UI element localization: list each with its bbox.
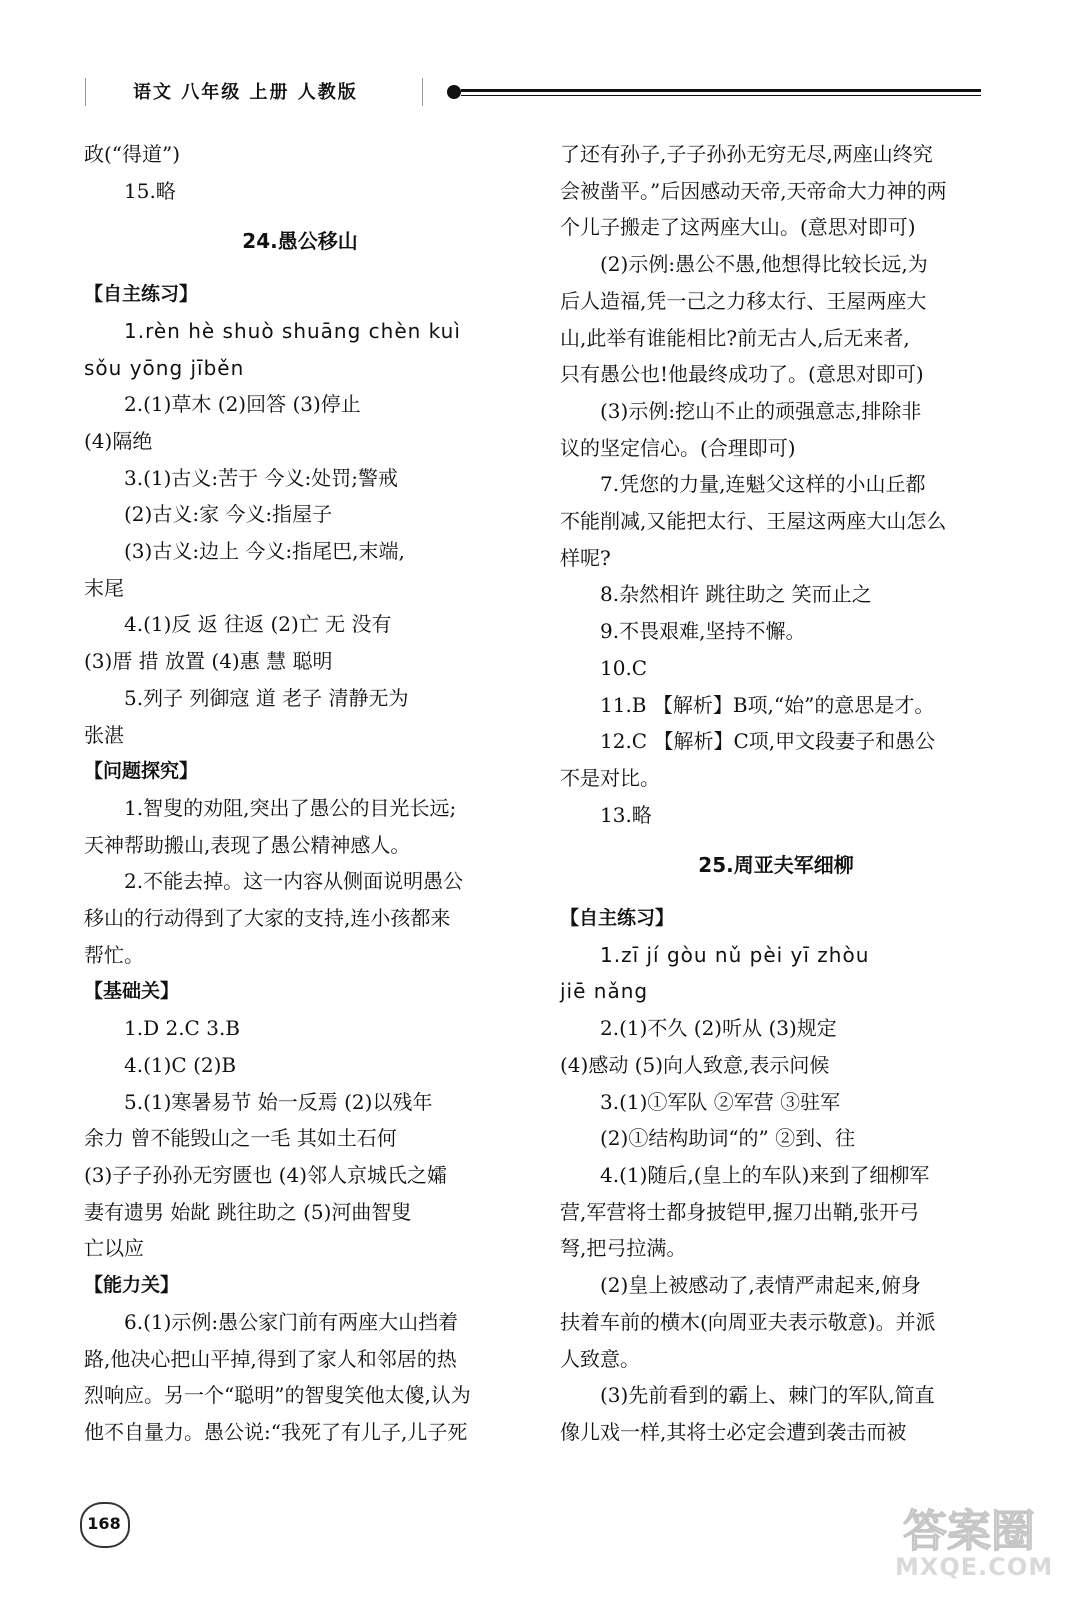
text-line: 张湛 — [84, 722, 124, 747]
text-line: 扶着车前的横木(向周亚夫表示敬意)。并派 — [560, 1309, 936, 1334]
text-line: 12.C 【解析】C项,甲文段妻子和愚公 — [600, 729, 936, 754]
section-title: 25.周亚夫军细柳 — [698, 853, 854, 878]
text-line: (3)先前看到的霸上、棘门的军队,简直 — [600, 1383, 935, 1408]
text-line: (4)隔绝 — [84, 428, 153, 453]
section-title: 24.愚公移山 — [242, 229, 358, 254]
text-line: 5.(1)寒暑易节 始一反焉 (2)以残年 — [124, 1089, 433, 1114]
text-line: 13.略 — [600, 802, 652, 827]
text-line: 政(“得道”) — [84, 142, 181, 166]
text-line: 后人造福,凭一己之力移太行、王屋两座大 — [560, 288, 927, 313]
subsection-heading: 【问题探究】 — [84, 760, 199, 783]
page-header — [85, 72, 985, 112]
text-line: 2.不能去掉。这一内容从侧面说明愚公 — [124, 869, 464, 894]
text-line: 2.(1)草木 (2)回答 (3)停止 — [124, 392, 361, 417]
right-column — [560, 136, 992, 1451]
text-line: (3)古义:边上 今义:指尾巴,末端, — [124, 539, 405, 564]
text-line: 3.(1)古义:苦于 今义:处罚;警戒 — [124, 465, 398, 490]
text-line: 亡以应 — [84, 1236, 144, 1261]
text-line: 2.(1)不久 (2)听从 (3)规定 — [600, 1016, 837, 1041]
text-line: 15.略 — [124, 178, 176, 203]
text-line: 6.(1)示例:愚公家门前有两座大山挡着 — [124, 1309, 459, 1334]
text-line: 移山的行动得到了大家的支持,连小孩都来 — [84, 906, 451, 931]
text-line: 只有愚公也!他最终成功了。(意思对即可) — [560, 362, 924, 387]
text-line: 4.(1)C (2)B — [124, 1052, 237, 1077]
text-line: 他不自量力。愚公说:“我死了有儿子,儿子死 — [84, 1419, 468, 1444]
text-line: 4.(1)随后,(皇上的车队)来到了细柳军 — [600, 1162, 930, 1187]
text-line: 11.B 【解析】B项,“始”的意思是才。 — [600, 692, 935, 717]
header-title: 语文 八年级 上册 人教版 — [133, 82, 358, 103]
page-number-badge — [76, 1494, 132, 1554]
text-line: 不是对比。 — [560, 765, 660, 790]
text-line: 末尾 — [84, 575, 124, 600]
text-line: (3)子子孙孙无穷匮也 (4)邻人京城氏之孀 — [84, 1162, 448, 1187]
text-line: 余力 曾不能毁山之一毛 其如土石何 — [84, 1126, 397, 1151]
text-line: 4.(1)反 返 往返 (2)亡 无 没有 — [124, 612, 392, 637]
text-line: (2)①结构助词“的” ②到、往 — [600, 1126, 856, 1151]
left-column — [84, 136, 516, 1451]
text-line: 了还有孙子,子子孙孙无穷无尽,两座山终究 — [560, 142, 933, 166]
text-line: 样呢? — [560, 545, 611, 570]
text-line: 天神帮助搬山,表现了愚公精神感人。 — [84, 832, 411, 857]
text-line: 8.杂然相许 跳往助之 笑而止之 — [600, 582, 872, 607]
text-line: (2)示例:愚公不愚,他想得比较长远,为 — [600, 252, 928, 277]
text-line: 会被凿平。”后因感动天帝,天帝命大力神的两 — [560, 178, 947, 203]
page-number: 168 — [87, 1514, 121, 1533]
pinyin-line: jiē nǎng — [560, 979, 649, 1004]
text-line: 3.(1)①军队 ②军营 ③驻军 — [600, 1089, 841, 1114]
text-line: 个儿子搬走了这两座大山。(意思对即可) — [560, 215, 916, 240]
text-line: 1.智叟的劝阻,突出了愚公的目光长远; — [124, 795, 457, 820]
text-line: (3)厝 措 放置 (4)惠 慧 聪明 — [84, 649, 333, 674]
pinyin-line: sǒu yōng jīběn — [84, 355, 245, 380]
text-line: 山,此举有谁能相比?前无古人,后无来者, — [560, 325, 910, 350]
header-rule-thick — [461, 89, 981, 92]
text-line: 像儿戏一样,其将士必定会遭到袭击而被 — [560, 1419, 907, 1444]
text-line: 人致意。 — [560, 1346, 640, 1371]
text-line: 1.D 2.C 3.B — [124, 1016, 240, 1041]
text-line: 不能削减,又能把太行、王屋这两座大山怎么 — [560, 509, 947, 534]
header-rule-thin — [461, 95, 981, 96]
pinyin-line: 1.zī jí gòu nǔ pèi yī zhòu — [600, 942, 870, 967]
text-line: 议的坚定信心。(合理即可) — [560, 435, 796, 460]
header-bullet-dot — [447, 85, 461, 99]
text-line: 帮忙。 — [84, 942, 144, 967]
subsection-heading: 【基础关】 — [84, 980, 180, 1003]
subsection-heading: 【自主练习】 — [84, 283, 199, 306]
watermark-text: 答案圈 — [903, 1506, 1035, 1557]
text-line: (3)示例:挖山不止的顽强意志,排除非 — [600, 398, 922, 423]
pinyin-line: 1.rèn hè shuò shuāng chèn kuì — [124, 318, 461, 343]
text-line: 10.C — [600, 655, 648, 680]
text-line: 烈响应。另一个“聪明”的智叟笑他太傻,认为 — [84, 1383, 471, 1408]
text-line: 妻有遗男 始龀 跳往助之 (5)河曲智叟 — [84, 1199, 412, 1224]
text-line: 路,他决心把山平掉,得到了家人和邻居的热 — [84, 1346, 457, 1371]
text-line: 7.凭您的力量,连魁父这样的小山丘都 — [600, 472, 926, 497]
watermark-logo — [895, 1495, 1085, 1590]
watermark-url: MXQE.COM — [895, 1553, 1054, 1581]
text-line: 弩,把弓拉满。 — [560, 1236, 687, 1261]
subsection-heading: 【能力关】 — [84, 1274, 180, 1297]
text-line: 5.列子 列御寇 道 老子 清静无为 — [124, 685, 409, 710]
subsection-heading: 【自主练习】 — [560, 907, 675, 930]
text-line: (2)皇上被感动了,表情严肃起来,俯身 — [600, 1273, 922, 1298]
text-line: (4)感动 (5)向人致意,表示问候 — [560, 1052, 830, 1077]
text-line: (2)古义:家 今义:指屋子 — [124, 502, 333, 527]
text-line: 营,军营将士都身披铠甲,握刀出鞘,张开弓 — [560, 1199, 920, 1224]
text-line: 9.不畏艰难,坚持不懈。 — [600, 619, 806, 644]
